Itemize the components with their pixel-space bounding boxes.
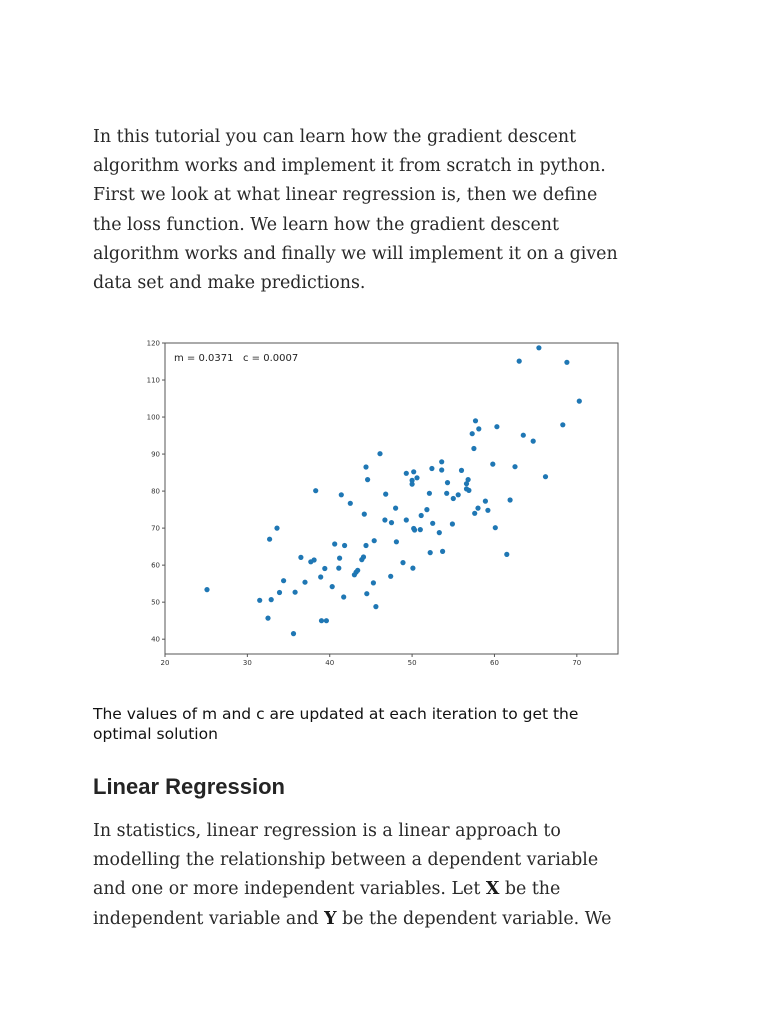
data-point — [342, 543, 347, 548]
data-point — [536, 345, 541, 350]
data-point — [472, 511, 477, 516]
data-point — [330, 584, 335, 589]
data-point — [362, 512, 367, 517]
scatter-plot — [140, 335, 630, 670]
data-point — [404, 471, 409, 476]
data-point — [444, 491, 449, 496]
paragraph-line: modelling the relationship between a dependent variable — [93, 850, 599, 871]
data-point — [298, 555, 303, 560]
data-point — [437, 530, 442, 535]
data-point — [418, 527, 423, 532]
data-point — [471, 446, 476, 451]
intro-line: algorithm works and finally we will implement it on a given — [93, 243, 618, 264]
y-tick-label: 90 — [151, 450, 160, 459]
data-point — [476, 426, 481, 431]
data-point — [521, 433, 526, 438]
intro-line: data set and make predictions. — [93, 273, 366, 294]
data-point — [355, 568, 360, 573]
data-point — [466, 477, 471, 482]
data-point — [291, 631, 296, 636]
paragraph-text: be the dependent variable. We — [336, 908, 612, 929]
data-point — [414, 475, 419, 480]
y-tick-label: 80 — [151, 487, 160, 496]
data-point — [371, 580, 376, 585]
data-point — [339, 492, 344, 497]
linear-regression-paragraph — [93, 817, 693, 934]
data-point — [277, 590, 282, 595]
data-point — [388, 574, 393, 579]
data-point — [493, 525, 498, 530]
data-point — [332, 541, 337, 546]
data-point — [424, 507, 429, 512]
data-point — [429, 466, 434, 471]
paragraph-text: and one or more independent variables. Let — [93, 879, 486, 900]
data-point — [257, 598, 262, 603]
paragraph-line: In statistics, linear regression is a linear approach to — [93, 821, 561, 841]
data-point — [475, 506, 480, 511]
y-tick-label: 40 — [151, 635, 160, 644]
data-point — [372, 538, 377, 543]
data-point — [389, 520, 394, 525]
data-point — [319, 618, 324, 623]
data-point — [337, 556, 342, 561]
intro-line: algorithm works and implement it from scratch in python. — [93, 156, 606, 177]
data-point — [336, 566, 341, 571]
data-point — [451, 496, 456, 501]
paragraph-text: be the — [499, 879, 561, 900]
data-point — [204, 587, 209, 592]
x-axis — [161, 654, 582, 667]
intro-line: the loss function. We learn how the gradient descent — [93, 214, 559, 235]
data-point — [404, 517, 409, 522]
data-point — [577, 399, 582, 404]
caption-line: The values of m and c are updated at each iteration to get the — [93, 705, 579, 723]
x-tick-label: 40 — [325, 659, 335, 667]
data-point — [456, 492, 461, 497]
y-tick-label: 100 — [146, 413, 160, 422]
variable-y: Y — [324, 908, 337, 929]
data-point — [363, 543, 368, 548]
data-point — [531, 439, 536, 444]
data-point — [450, 521, 455, 526]
data-point — [543, 474, 548, 479]
data-point — [430, 521, 435, 526]
x-tick-label: 20 — [160, 659, 170, 667]
variable-x: X — [485, 879, 500, 900]
data-point — [410, 482, 415, 487]
data-point — [394, 539, 399, 544]
data-point — [494, 424, 499, 429]
y-axis — [147, 340, 165, 644]
data-point — [322, 566, 327, 571]
data-point — [348, 501, 353, 506]
data-point — [267, 537, 272, 542]
data-point — [490, 462, 495, 467]
data-point — [466, 488, 471, 493]
data-point — [508, 497, 513, 502]
data-point — [377, 451, 382, 456]
data-point — [419, 513, 424, 518]
data-point — [293, 590, 298, 595]
data-point — [411, 469, 416, 474]
data-point — [428, 550, 433, 555]
data-point — [439, 459, 444, 464]
intro-paragraph — [93, 123, 693, 298]
data-point — [373, 604, 378, 609]
data-point — [459, 468, 464, 473]
data-point — [361, 554, 366, 559]
data-point — [364, 591, 369, 596]
section-heading: Linear Regression — [93, 774, 285, 799]
data-point — [363, 464, 368, 469]
intro-line: First we look at what linear regression is, then we define — [93, 185, 598, 206]
data-point — [281, 578, 286, 583]
data-point — [504, 552, 509, 557]
x-tick-label: 60 — [489, 659, 499, 667]
data-point — [269, 597, 274, 602]
data-point — [324, 618, 329, 623]
data-point — [512, 464, 517, 469]
caption-line: optimal solution — [93, 724, 218, 743]
data-point — [560, 422, 565, 427]
y-tick-label: 70 — [151, 524, 160, 533]
data-point — [365, 477, 370, 482]
data-point — [393, 506, 398, 511]
data-point — [564, 360, 569, 365]
data-point — [400, 560, 405, 565]
data-point — [412, 527, 417, 532]
data-point — [440, 549, 445, 554]
x-tick-label: 30 — [242, 659, 252, 667]
data-point — [383, 492, 388, 497]
data-point — [382, 517, 387, 522]
data-point — [318, 574, 323, 579]
data-point — [485, 508, 490, 513]
data-point — [427, 491, 432, 496]
x-tick-label: 70 — [572, 659, 582, 667]
data-point — [445, 480, 450, 485]
data-point — [439, 467, 444, 472]
scatter-plot-figure — [140, 335, 630, 670]
paragraph-text: independent variable and — [93, 908, 325, 929]
data-point — [265, 616, 270, 621]
data-point — [313, 488, 318, 493]
data-point — [470, 431, 475, 436]
data-point — [517, 359, 522, 364]
data-point — [341, 594, 346, 599]
intro-line: In this tutorial you can learn how the gradient descent — [93, 127, 577, 147]
x-tick-label: 50 — [407, 659, 417, 667]
figure-caption — [93, 705, 693, 744]
data-point — [312, 557, 317, 562]
data-point — [410, 566, 415, 571]
y-tick-label: 120 — [146, 339, 160, 348]
data-point — [302, 580, 307, 585]
y-tick-label: 60 — [151, 561, 160, 570]
plot-area — [165, 343, 618, 654]
data-point — [473, 418, 478, 423]
y-tick-label: 50 — [151, 598, 160, 607]
y-tick-label: 110 — [146, 376, 160, 385]
model-parameters-annotation: m = 0.0371 c = 0.0007 — [174, 353, 299, 364]
data-point — [274, 526, 279, 531]
data-point — [483, 499, 488, 504]
